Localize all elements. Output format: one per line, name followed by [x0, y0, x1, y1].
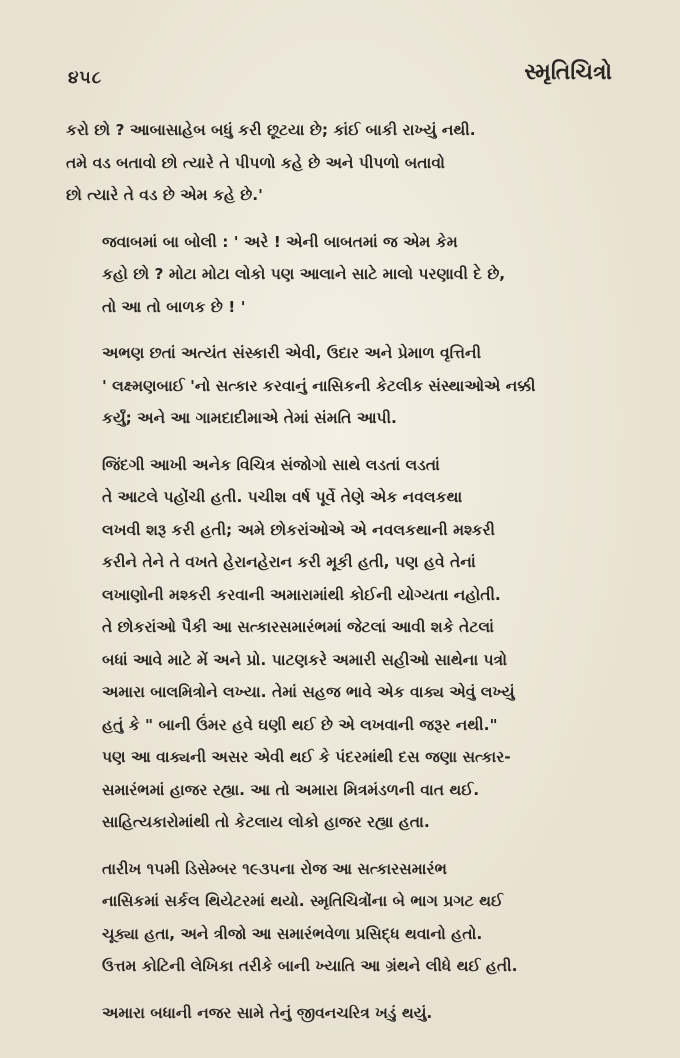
text-line: ચૂક્યા હતા, અને ત્રીજો આ સમારંભવેળા પ્રસિદ્ધ થવાનો હતો.	[102, 924, 483, 943]
paragraph	[66, 997, 614, 1030]
running-title: સ્મૃતિચિત્રો	[524, 60, 612, 85]
text-line: કરો છો ? આબાસાહેબ બધું કરી છૂટયા છે; કાંઈ બાકી રાખ્યું નથી.	[66, 121, 476, 139]
page-number: ૪૫૮	[68, 68, 103, 88]
text-line: જિંદગી આખી અનેક વિચિત્ર સંજોગો સાથે લડતાં લડતાં	[102, 455, 440, 474]
text-line: કરીને તેને તે વખતે હેરાનહેરાન કરી મૂકી હતી, પણ હવે તેનાં	[102, 553, 476, 571]
text-line: જવાબમાં બા બોલી : ' અરે ! એની બાબતમાં જ એમ કેમ	[102, 232, 458, 251]
text-line: ઉત્તમ કોટિની લેખિકા તરીકે બાની ખ્યાતિ આ ગ્રંથને લીધે થઈ હતી.	[102, 957, 518, 975]
text-line: હતું કે " બાની ઉંમર હવે ઘણી થઈ છે એ લખવાની જરૂર નથી."	[102, 715, 498, 734]
text-line: તે આટલે પહોંચી હતી. પચીશ વર્ષ પૂર્વે તેણે એક નવલકથા	[102, 488, 463, 506]
text-line: અમારા બધાની નજર સામે તેનું જીવનચરિત્ર ખડું થયું.	[102, 1003, 433, 1022]
text-line: અભણ છતાં અત્યંત સંસ્કારી એવી, ઉદાર અને પ્રેમાળ વૃત્તિની	[102, 344, 482, 362]
text-line: કર્યું; અને આ ગામદાદીમાએ તેમાં સંમતિ આપી.	[102, 409, 397, 427]
paragraph	[66, 449, 614, 839]
text-line: લખાણોની મશ્કરી કરવાની અમારામાંથી કોઈની યોગ્યતા નહોતી.	[102, 585, 501, 604]
paragraph	[66, 114, 614, 212]
text-line: તો આ તો બાળક છે ! '	[102, 297, 246, 316]
text-line: તે છોકરાંઓ પૈકી આ સત્કારસમારંભમાં જેટલાં આવી શકે તેટલાં	[102, 618, 494, 636]
text-line: સમારંભમાં હાજર રહ્યા. આ તો અમારા મિત્રમંડળની વાત થઈ.	[102, 780, 480, 799]
text-line: નાસિકમાં સર્કલ થિયેટરમાં થયો. સ્મૃતિચિત્રોંના બે ભાગ પ્રગટ થઈ	[102, 892, 503, 910]
page-header	[68, 60, 612, 92]
text-line: ' લક્ષ્મણબાઈ 'નો સત્કાર કરવાનું નાસિકની કેટલીક સંસ્થાઓએ નક્કી	[102, 376, 536, 395]
text-line: તારીખ ૧૫મી ડિસેમ્બર ૧૯૩૫ના રોજ આ સત્કારસમારંભ	[102, 859, 447, 878]
page-body	[66, 114, 614, 1043]
text-line: બધાં આવે માટે મેં અને પ્રો. પાટણકરે અમારી સહીઓ સાથેના પત્રો	[102, 650, 507, 669]
text-line: અમારા બાલમિત્રોને લખ્યા. તેમાં સહજ ભાવે એક વાક્ય એવું લખ્યું	[102, 683, 515, 701]
text-line: કહો છો ? મોટા મોટા લોકો પણ આલાને સાટે માલો પરણાવી દે છે,	[102, 265, 506, 283]
paragraph	[66, 853, 614, 983]
text-line: સાહિત્યકારોમાંથી તો કેટલાય લોકો હાજર રહ્યા હતા.	[102, 813, 430, 831]
text-line: છો ત્યારે તે વડ છે એમ કહે છે.'	[66, 186, 263, 204]
text-line: પણ આ વાક્યની અસર એવી થઈ કે પંદરમાંથી દસ જણા સત્કાર-	[102, 748, 511, 766]
text-line: લખવી શરૂ કરી હતી; અમે છોકરાંઓએ એ નવલકથાની મશ્કરી	[102, 520, 495, 539]
paragraph	[66, 337, 614, 435]
text-line: તમે વડ બતાવો છો ત્યારે તે પીપળો કહે છે અને પીપળો બતાવો	[66, 153, 445, 172]
paragraph	[66, 226, 614, 324]
